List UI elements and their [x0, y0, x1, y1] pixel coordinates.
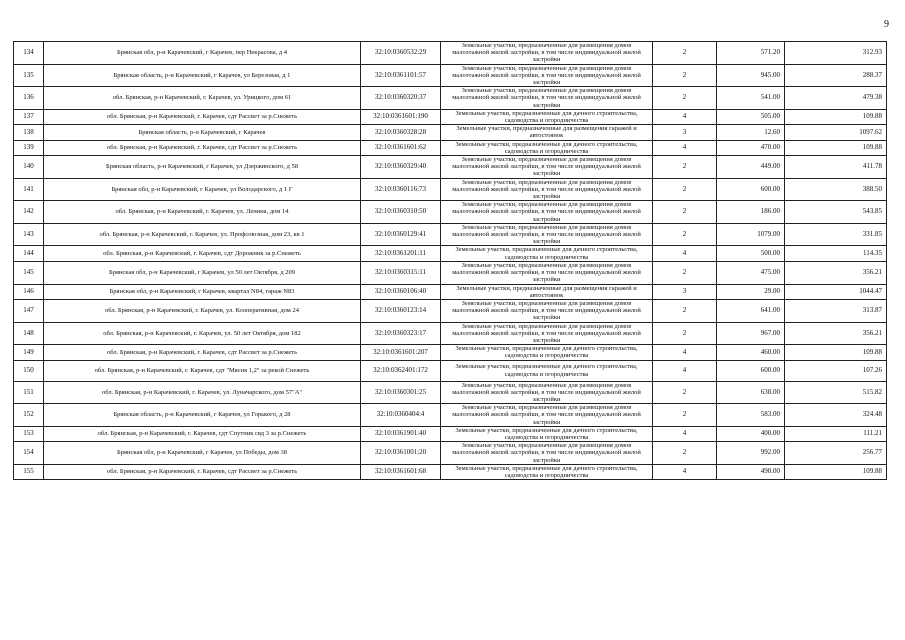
land-purpose-cell: Земельные участки, предназначенные для дачного строительства, садоводства и огородничества	[441, 360, 653, 381]
specific-value-cell: 1044.47	[785, 284, 887, 299]
row-number: 135	[14, 64, 44, 87]
group-cell: 4	[653, 109, 717, 124]
cadastral-number-cell: 32:10:0360329:40	[361, 156, 441, 179]
page-number: 9	[884, 19, 889, 30]
land-purpose-cell: Земельные участки, предназначенные для размещения домов малоэтажной жилой застройки, в том числе индивидуальной жилой застройки	[441, 261, 653, 284]
table-row	[14, 42, 887, 65]
group-cell: 2	[653, 201, 717, 224]
group-cell: 2	[653, 156, 717, 179]
address-cell: обл. Брянская, р-н Карачевский, г. Карачев, ул. Урицкого, дом 61	[44, 87, 361, 110]
table-row	[14, 426, 887, 441]
address-cell: обл. Брянская, р-н Карачевский, г. Карачев, сдт Рассвет за р.Снежеть	[44, 345, 361, 360]
row-number: 154	[14, 442, 44, 465]
specific-value-cell: 356.21	[785, 322, 887, 345]
address-cell: обл. Брянская, р-н Карачевский, г. Карачев, ул. Профсоюзная, дом 23, кв 1	[44, 223, 361, 246]
specific-value-cell: 543.85	[785, 201, 887, 224]
cadastral-number-cell: 32:10:0361601:207	[361, 345, 441, 360]
table-row	[14, 125, 887, 140]
area-cell: 470.00	[717, 140, 785, 155]
address-cell: Брянская область, р-н Карачевский, г Карачев, ул Горького, д 28	[44, 404, 361, 427]
area-cell: 571.20	[717, 42, 785, 65]
specific-value-cell: 109.88	[785, 464, 887, 479]
area-cell: 475.00	[717, 261, 785, 284]
cadastral-number-cell: 32:10:0361101:57	[361, 64, 441, 87]
address-cell: обл. Брянская, р-н Карачевский, г. Карачев, ул. Луначарского, дом 57"А"	[44, 381, 361, 404]
group-cell: 4	[653, 345, 717, 360]
table-row	[14, 87, 887, 110]
area-cell: 505.00	[717, 109, 785, 124]
address-cell: обл. Брянская, р-н Карачевский, г. Карачев, ул. Кооперативная, дом 24	[44, 299, 361, 322]
address-cell: Брянская обл, р-н Карачевский, г Карачев, квартал N84, гараж N83	[44, 284, 361, 299]
group-cell: 2	[653, 404, 717, 427]
specific-value-cell: 107.26	[785, 360, 887, 381]
row-number: 139	[14, 140, 44, 155]
specific-value-cell: 109.88	[785, 140, 887, 155]
group-cell: 4	[653, 360, 717, 381]
specific-value-cell: 356.21	[785, 261, 887, 284]
address-cell: обл. Брянская, р-н Карачевский, г. Карачев, сдт Спутник свд 3 за р.Снежеть	[44, 426, 361, 441]
land-purpose-cell: Земельные участки, предназначенные для дачного строительства, садоводства и огородничества	[441, 464, 653, 479]
area-cell: 945.00	[717, 64, 785, 87]
row-number: 144	[14, 246, 44, 261]
land-purpose-cell: Земельные участки, предназначенные для размещения гаражей и автостоянок	[441, 284, 653, 299]
land-purpose-cell: Земельные участки, предназначенные для размещения домов малоэтажной жилой застройки, в том числе индивидуальной жилой застройки	[441, 42, 653, 65]
specific-value-cell: 479.38	[785, 87, 887, 110]
area-cell: 500.00	[717, 246, 785, 261]
specific-value-cell: 1097.62	[785, 125, 887, 140]
group-cell: 2	[653, 178, 717, 201]
row-number: 150	[14, 360, 44, 381]
group-cell: 2	[653, 322, 717, 345]
area-cell: 583.00	[717, 404, 785, 427]
group-cell: 2	[653, 299, 717, 322]
row-number: 149	[14, 345, 44, 360]
specific-value-cell: 313.87	[785, 299, 887, 322]
table-row	[14, 442, 887, 465]
land-purpose-cell: Земельные участки, предназначенные для размещения домов малоэтажной жилой застройки, в том числе индивидуальной жилой застройки	[441, 156, 653, 179]
address-cell: Брянская обл, р-н Карачевский, г Карачев, ул 50 лет Октября, д 209	[44, 261, 361, 284]
cadastral-number-cell: 32:10:0360116:73	[361, 178, 441, 201]
cadastral-number-cell: 32:10:0360310:50	[361, 201, 441, 224]
group-cell: 2	[653, 381, 717, 404]
land-purpose-cell: Земельные участки, предназначенные для размещения домов малоэтажной жилой застройки, в том числе индивидуальной жилой застройки	[441, 322, 653, 345]
table-row	[14, 64, 887, 87]
land-purpose-cell: Земельные участки, предназначенные для размещения домов малоэтажной жилой застройки, в том числе индивидуальной жилой застройки	[441, 299, 653, 322]
table-row	[14, 322, 887, 345]
area-cell: 600.00	[717, 178, 785, 201]
cadastral-number-cell: 32:10:0360315:11	[361, 261, 441, 284]
group-cell: 2	[653, 442, 717, 465]
group-cell: 2	[653, 261, 717, 284]
cadastral-number-cell: 32:10:0361601:190	[361, 109, 441, 124]
specific-value-cell: 388.50	[785, 178, 887, 201]
address-cell: обл. Брянская, р-н Карачевский, г. Карачев, сдт Рассвет за р.Снежеть	[44, 109, 361, 124]
group-cell: 3	[653, 125, 717, 140]
table-row	[14, 109, 887, 124]
table-row	[14, 140, 887, 155]
land-purpose-cell: Земельные участки, предназначенные для дачного строительства, садоводства и огородничества	[441, 246, 653, 261]
group-cell: 4	[653, 246, 717, 261]
row-number: 145	[14, 261, 44, 284]
cadastral-number-cell: 32:10:0360301:25	[361, 381, 441, 404]
area-cell: 1079.00	[717, 223, 785, 246]
group-cell: 2	[653, 87, 717, 110]
table-row	[14, 201, 887, 224]
row-number: 134	[14, 42, 44, 65]
cadastral-number-cell: 32:10:0360532:29	[361, 42, 441, 65]
table-row	[14, 178, 887, 201]
specific-value-cell: 324.48	[785, 404, 887, 427]
specific-value-cell: 288.37	[785, 64, 887, 87]
specific-value-cell: 515.82	[785, 381, 887, 404]
specific-value-cell: 411.78	[785, 156, 887, 179]
address-cell: обл. Брянская, р-н Карачевский, г. Карачев, сдт Рассвет за р.Снежеть	[44, 140, 361, 155]
area-cell: 992.00	[717, 442, 785, 465]
area-cell: 460.00	[717, 345, 785, 360]
land-purpose-cell: Земельные участки, предназначенные для размещения домов малоэтажной жилой застройки, в том числе индивидуальной жилой застройки	[441, 64, 653, 87]
table-row	[14, 381, 887, 404]
table-row	[14, 156, 887, 179]
address-cell: обл. Брянская, р-н Карачевский, г. Карачев, сдт Дорожник за р.Снежеть	[44, 246, 361, 261]
table-row	[14, 246, 887, 261]
cadastral-number-cell: 32:10:0361001:20	[361, 442, 441, 465]
specific-value-cell: 256.77	[785, 442, 887, 465]
row-number: 142	[14, 201, 44, 224]
address-cell: Брянская обл, р-н Карачевский, г Карачев, ул Володарского, д 1 Г	[44, 178, 361, 201]
cadastral-number-cell: 32:10:0360106:40	[361, 284, 441, 299]
table-row	[14, 299, 887, 322]
specific-value-cell: 111.21	[785, 426, 887, 441]
group-cell: 4	[653, 426, 717, 441]
land-purpose-cell: Земельные участки, предназначенные для размещения домов малоэтажной жилой застройки, в том числе индивидуальной жилой застройки	[441, 178, 653, 201]
area-cell: 638.00	[717, 381, 785, 404]
row-number: 137	[14, 109, 44, 124]
area-cell: 12.60	[717, 125, 785, 140]
land-purpose-cell: Земельные участки, предназначенные для дачного строительства, садоводства и огородничества	[441, 140, 653, 155]
cadastral-number-cell: 32:10:0361601:62	[361, 140, 441, 155]
row-number: 138	[14, 125, 44, 140]
land-purpose-cell: Земельные участки, предназначенные для размещения домов малоэтажной жилой застройки, в том числе индивидуальной жилой застройки	[441, 201, 653, 224]
group-cell: 2	[653, 64, 717, 87]
specific-value-cell: 114.35	[785, 246, 887, 261]
land-purpose-cell: Земельные участки, предназначенные для размещения домов малоэтажной жилой застройки, в том числе индивидуальной жилой застройки	[441, 87, 653, 110]
group-cell: 2	[653, 223, 717, 246]
land-cadastral-table	[13, 41, 887, 480]
cadastral-number-cell: 32:10:0360328:28	[361, 125, 441, 140]
group-cell: 4	[653, 140, 717, 155]
group-cell: 4	[653, 464, 717, 479]
address-cell: обл. Брянская, р-н Карачевский, г. Карачев, ул. 50 лет Октября, дом 182	[44, 322, 361, 345]
land-purpose-cell: Земельные участки, предназначенные для размещения домов малоэтажной жилой застройки, в том числе индивидуальной жилой застройки	[441, 404, 653, 427]
cadastral-number-cell: 32:10:0360404:4	[361, 404, 441, 427]
land-purpose-cell: Земельные участки, предназначенные для размещения гаражей и автостоянок	[441, 125, 653, 140]
area-cell: 600.00	[717, 360, 785, 381]
table-row	[14, 464, 887, 479]
land-purpose-cell: Земельные участки, предназначенные для размещения домов малоэтажной жилой застройки, в том числе индивидуальной жилой застройки	[441, 223, 653, 246]
land-purpose-cell: Земельные участки, предназначенные для дачного строительства, садоводства и огородничества	[441, 426, 653, 441]
cadastral-number-cell: 32:10:0360323:17	[361, 322, 441, 345]
row-number: 140	[14, 156, 44, 179]
group-cell: 3	[653, 284, 717, 299]
specific-value-cell: 312.93	[785, 42, 887, 65]
row-number: 148	[14, 322, 44, 345]
area-cell: 400.00	[717, 426, 785, 441]
row-number: 155	[14, 464, 44, 479]
land-purpose-cell: Земельные участки, предназначенные для размещения домов малоэтажной жилой застройки, в том числе индивидуальной жилой застройки	[441, 442, 653, 465]
area-cell: 541.00	[717, 87, 785, 110]
cadastral-number-cell: 32:10:0361601:68	[361, 464, 441, 479]
cadastral-number-cell: 32:10:0360129:41	[361, 223, 441, 246]
specific-value-cell: 331.85	[785, 223, 887, 246]
row-number: 153	[14, 426, 44, 441]
area-cell: 641.00	[717, 299, 785, 322]
row-number: 151	[14, 381, 44, 404]
row-number: 152	[14, 404, 44, 427]
address-cell: Брянская область, р-н Карачевский, г Карачев, ул Дзержинского, д 58	[44, 156, 361, 179]
row-number: 143	[14, 223, 44, 246]
area-cell: 490.00	[717, 464, 785, 479]
land-purpose-cell: Земельные участки, предназначенные для размещения домов малоэтажной жилой застройки, в том числе индивидуальной жилой застройки	[441, 381, 653, 404]
address-cell: обл. Брянская, р-н Карачевский, г. Карачев, ул. Ленина, дом 14	[44, 201, 361, 224]
row-number: 146	[14, 284, 44, 299]
address-cell: Брянская область, р-н Карачевский, г Карачев	[44, 125, 361, 140]
cadastral-number-cell: 32:10:0360320:37	[361, 87, 441, 110]
land-purpose-cell: Земельные участки, предназначенные для дачного строительства, садоводства и огородничества	[441, 109, 653, 124]
address-cell: обл. Брянская, р-н Карачевский, г. Карачев, сдт "Мясня 1,2" за рекой Снежеть	[44, 360, 361, 381]
table-row	[14, 345, 887, 360]
row-number: 141	[14, 178, 44, 201]
land-purpose-cell: Земельные участки, предназначенные для дачного строительства, садоводства и огородничества	[441, 345, 653, 360]
cadastral-number-cell: 32:10:0361201:11	[361, 246, 441, 261]
area-cell: 186.00	[717, 201, 785, 224]
table-row	[14, 404, 887, 427]
area-cell: 967.00	[717, 322, 785, 345]
row-number: 147	[14, 299, 44, 322]
table-row	[14, 360, 887, 381]
table-row	[14, 223, 887, 246]
row-number: 136	[14, 87, 44, 110]
address-cell: Брянская обл, р-н Карачевский, г Карачев, пер Некрасова, д 4	[44, 42, 361, 65]
address-cell: Брянская обл, р-н Карачевский, г Карачев, ул Победы, дом 38	[44, 442, 361, 465]
cadastral-number-cell: 32:10:0361901:40	[361, 426, 441, 441]
table-row	[14, 261, 887, 284]
address-cell: Брянская область, р-н Карачевский, г Карачев, ул Березовая, д 1	[44, 64, 361, 87]
specific-value-cell: 109.88	[785, 345, 887, 360]
table-row	[14, 284, 887, 299]
specific-value-cell: 109.88	[785, 109, 887, 124]
cadastral-number-cell: 32:10:0360123:14	[361, 299, 441, 322]
address-cell: обл. Брянская, р-н Карачевский, г. Карачев, сдт Рассвет за р.Снежеть	[44, 464, 361, 479]
area-cell: 449.00	[717, 156, 785, 179]
cadastral-number-cell: 32:10:0362401:172	[361, 360, 441, 381]
area-cell: 29.00	[717, 284, 785, 299]
group-cell: 2	[653, 42, 717, 65]
